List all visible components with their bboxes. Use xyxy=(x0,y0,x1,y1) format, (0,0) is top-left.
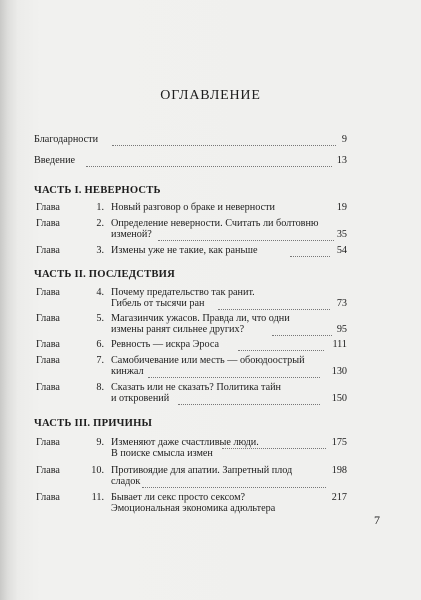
chapter-title-cont: изменой? xyxy=(111,229,152,240)
page-number: 73 xyxy=(336,298,347,309)
dot-leader xyxy=(112,145,336,146)
chapter-title: Измены уже не такие, как раньше xyxy=(111,245,258,256)
chapter-label: Глава xyxy=(36,437,60,448)
chapter-title: Сказать или не сказать? Политика тайн xyxy=(111,382,282,393)
chapter-number: 8. xyxy=(96,382,104,393)
chapter-title-cont: сладок xyxy=(111,476,141,487)
dot-leader xyxy=(238,350,324,351)
dot-leader xyxy=(272,335,332,336)
dot-leader xyxy=(158,240,334,241)
dot-leader xyxy=(148,377,320,378)
chapter-label: Глава xyxy=(36,492,60,503)
part-heading: ЧАСТЬ III. ПРИЧИНЫ xyxy=(34,418,153,429)
chapter-label: Глава xyxy=(36,287,60,298)
chapter-number: 2. xyxy=(96,218,104,229)
chapter-number: 11. xyxy=(91,492,104,503)
chapter-title-cont: и откровений xyxy=(111,393,170,404)
page-title: ОГЛАВЛЕНИЕ xyxy=(160,88,261,103)
part-heading: ЧАСТЬ II. ПОСЛЕДСТВИЯ xyxy=(34,269,175,280)
chapter-title-cont: Гибель от тысячи ран xyxy=(111,298,205,309)
toc-entry-introduction: Введение xyxy=(34,155,76,166)
chapter-title: Противоядие для апатии. Запретный плод xyxy=(111,465,293,476)
dot-leader xyxy=(142,487,326,488)
chapter-number: 3. xyxy=(96,245,104,256)
chapter-label: Глава xyxy=(36,355,60,366)
chapter-title: Изменяют даже счастливые люди. xyxy=(111,437,259,448)
chapter-label: Глава xyxy=(36,218,60,229)
dot-leader xyxy=(86,166,332,167)
chapter-number: 5. xyxy=(96,313,104,324)
toc-entry-acknowledgements: Благодарности xyxy=(34,134,99,145)
page-number: 13 xyxy=(336,155,347,166)
chapter-label: Глава xyxy=(36,313,60,324)
page-number: 150 xyxy=(331,393,347,404)
dot-leader xyxy=(218,309,330,310)
dot-leader xyxy=(290,256,330,257)
dot-leader xyxy=(222,448,326,449)
chapter-title: Бывает ли секс просто сексом? xyxy=(111,492,246,503)
chapter-number: 7. xyxy=(96,355,104,366)
part-heading: ЧАСТЬ I. НЕВЕРНОСТЬ xyxy=(34,185,161,196)
chapter-number: 4. xyxy=(96,287,104,298)
chapter-title-cont: Эмоциональная экономика адюльтера xyxy=(111,503,276,514)
chapter-title: Магазинчик ужасов. Правда ли, что одни xyxy=(111,313,290,324)
chapter-title: Ревность — искра Эроса xyxy=(111,339,219,350)
chapter-label: Глава xyxy=(36,382,60,393)
page-number: 130 xyxy=(331,366,347,377)
chapter-title-cont: В поиске смысла измен xyxy=(111,448,213,459)
page-number: 19 xyxy=(336,202,347,213)
chapter-label: Глава xyxy=(36,245,60,256)
page-number: 111 xyxy=(332,339,347,350)
chapter-title: Почему предательство так ранит. xyxy=(111,287,255,298)
chapter-number: 6. xyxy=(96,339,104,350)
folio-page-number: 7 xyxy=(374,513,380,527)
chapter-title: Новый разговор о браке и неверности xyxy=(111,202,276,213)
page-number: 95 xyxy=(336,324,347,335)
chapter-label: Глава xyxy=(36,202,60,213)
dot-leader xyxy=(178,404,320,405)
chapter-title: Самобичевание или месть — обоюдоострый xyxy=(111,355,305,366)
chapter-number: 10. xyxy=(91,465,104,476)
page-number: 217 xyxy=(331,492,347,503)
chapter-label: Глава xyxy=(36,339,60,350)
page-number: 9 xyxy=(341,134,347,145)
page-number: 35 xyxy=(336,229,347,240)
chapter-title-cont: измены ранят сильнее других? xyxy=(111,324,245,335)
page-number: 198 xyxy=(331,465,347,476)
chapter-number: 1. xyxy=(96,202,104,213)
chapter-title: Определение неверности. Считать ли болтовню xyxy=(111,218,319,229)
chapter-title-cont: кинжал xyxy=(111,366,144,377)
chapter-number: 9. xyxy=(96,437,104,448)
chapter-label: Глава xyxy=(36,465,60,476)
page-number: 175 xyxy=(331,437,347,448)
page-number: 54 xyxy=(336,245,347,256)
